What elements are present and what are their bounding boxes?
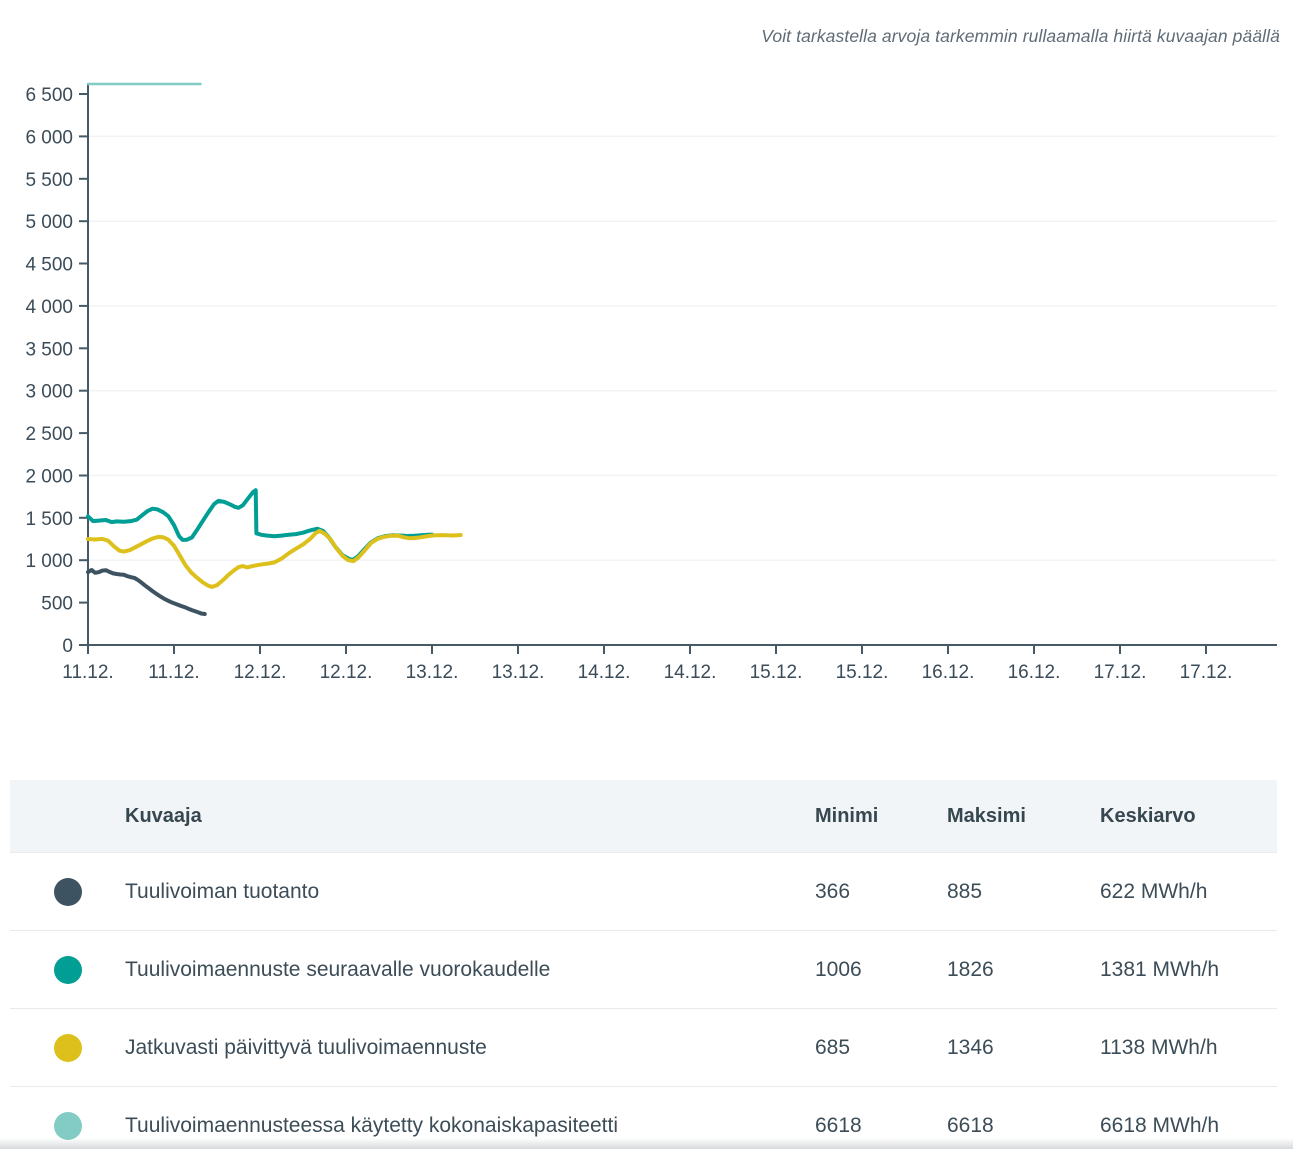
legend-table — [10, 780, 1277, 1149]
svg-text:500: 500 — [41, 593, 73, 615]
series-min-value: 685 — [815, 1035, 851, 1059]
svg-text:6 000: 6 000 — [25, 127, 73, 149]
table-row-kokonaiskapasiteetti[interactable] — [10, 1087, 1277, 1149]
table-row-tuotanto[interactable] — [10, 853, 1277, 931]
svg-text:4 000: 4 000 — [25, 296, 73, 318]
svg-text:16.12.: 16.12. — [1007, 662, 1061, 683]
series-avg-value: 1138 MWh/h — [1100, 1035, 1218, 1059]
svg-text:2 000: 2 000 — [25, 466, 73, 488]
series-max-value: 1346 — [947, 1035, 994, 1059]
column-header-maksimi: Maksimi — [947, 804, 1026, 827]
svg-text:15.12.: 15.12. — [835, 662, 889, 683]
series-color-dot — [54, 878, 82, 906]
svg-text:17.12.: 17.12. — [1179, 662, 1233, 683]
table-row-jatkuva-ennuste[interactable] — [10, 1009, 1277, 1087]
series-label: Jatkuvasti päivittyvä tuulivoimaennuste — [125, 1035, 487, 1059]
series-color-dot — [54, 1112, 82, 1140]
column-header-minimi: Minimi — [815, 804, 879, 827]
svg-text:11.12.: 11.12. — [62, 662, 114, 683]
series-color-dot — [54, 956, 82, 984]
svg-text:13.12.: 13.12. — [491, 662, 545, 683]
series-avg-value: 622 MWh/h — [1100, 879, 1208, 903]
svg-text:1 500: 1 500 — [25, 508, 73, 530]
svg-text:5 000: 5 000 — [25, 212, 73, 234]
svg-text:12.12.: 12.12. — [233, 662, 287, 683]
series-color-dot — [54, 1034, 82, 1062]
svg-text:12.12.: 12.12. — [319, 662, 373, 683]
series-label: Tuulivoimaennuste seuraavalle vuorokaudelle — [125, 957, 551, 981]
table-row-ennuste-seuraava[interactable] — [10, 931, 1277, 1009]
svg-text:5 500: 5 500 — [25, 169, 73, 191]
series-min-value: 366 — [815, 879, 851, 903]
svg-text:3 000: 3 000 — [25, 381, 73, 403]
svg-text:2 500: 2 500 — [25, 424, 73, 446]
chart-hint-text: Voit tarkastella arvoja tarkemmin rullaamalla hiirtä kuvaajan päällä — [761, 26, 1280, 46]
series-min-value: 1006 — [815, 957, 862, 981]
series-label: Tuulivoiman tuotanto — [125, 879, 320, 903]
svg-text:15.12.: 15.12. — [749, 662, 803, 683]
svg-text:4 500: 4 500 — [25, 254, 73, 276]
svg-text:3 500: 3 500 — [25, 339, 73, 361]
svg-text:13.12.: 13.12. — [405, 662, 459, 683]
series-avg-value: 6618 MWh/h — [1100, 1113, 1220, 1137]
series-label: Tuulivoimaennusteessa käytetty kokonaiskapasiteetti — [125, 1113, 618, 1137]
series-min-value: 6618 — [815, 1113, 862, 1137]
series-max-value: 885 — [947, 879, 983, 903]
column-header-kuvaaja: Kuvaaja — [125, 804, 202, 827]
series-max-value: 1826 — [947, 957, 994, 981]
svg-text:14.12.: 14.12. — [663, 662, 717, 683]
table-header-row — [10, 780, 1277, 853]
series-avg-value: 1381 MWh/h — [1100, 957, 1220, 981]
line-chart-canvas[interactable] — [0, 75, 1293, 695]
column-header-keskiarvo: Keskiarvo — [1100, 804, 1196, 827]
svg-text:16.12.: 16.12. — [921, 662, 975, 683]
svg-text:6 500: 6 500 — [25, 85, 73, 106]
series-max-value: 6618 — [947, 1113, 994, 1137]
wind-power-chart[interactable] — [0, 75, 1293, 695]
svg-text:11.12.: 11.12. — [148, 662, 200, 683]
svg-text:1 000: 1 000 — [25, 551, 73, 573]
svg-text:14.12.: 14.12. — [577, 662, 631, 683]
svg-text:17.12.: 17.12. — [1093, 662, 1147, 683]
svg-text:0: 0 — [62, 636, 73, 657]
